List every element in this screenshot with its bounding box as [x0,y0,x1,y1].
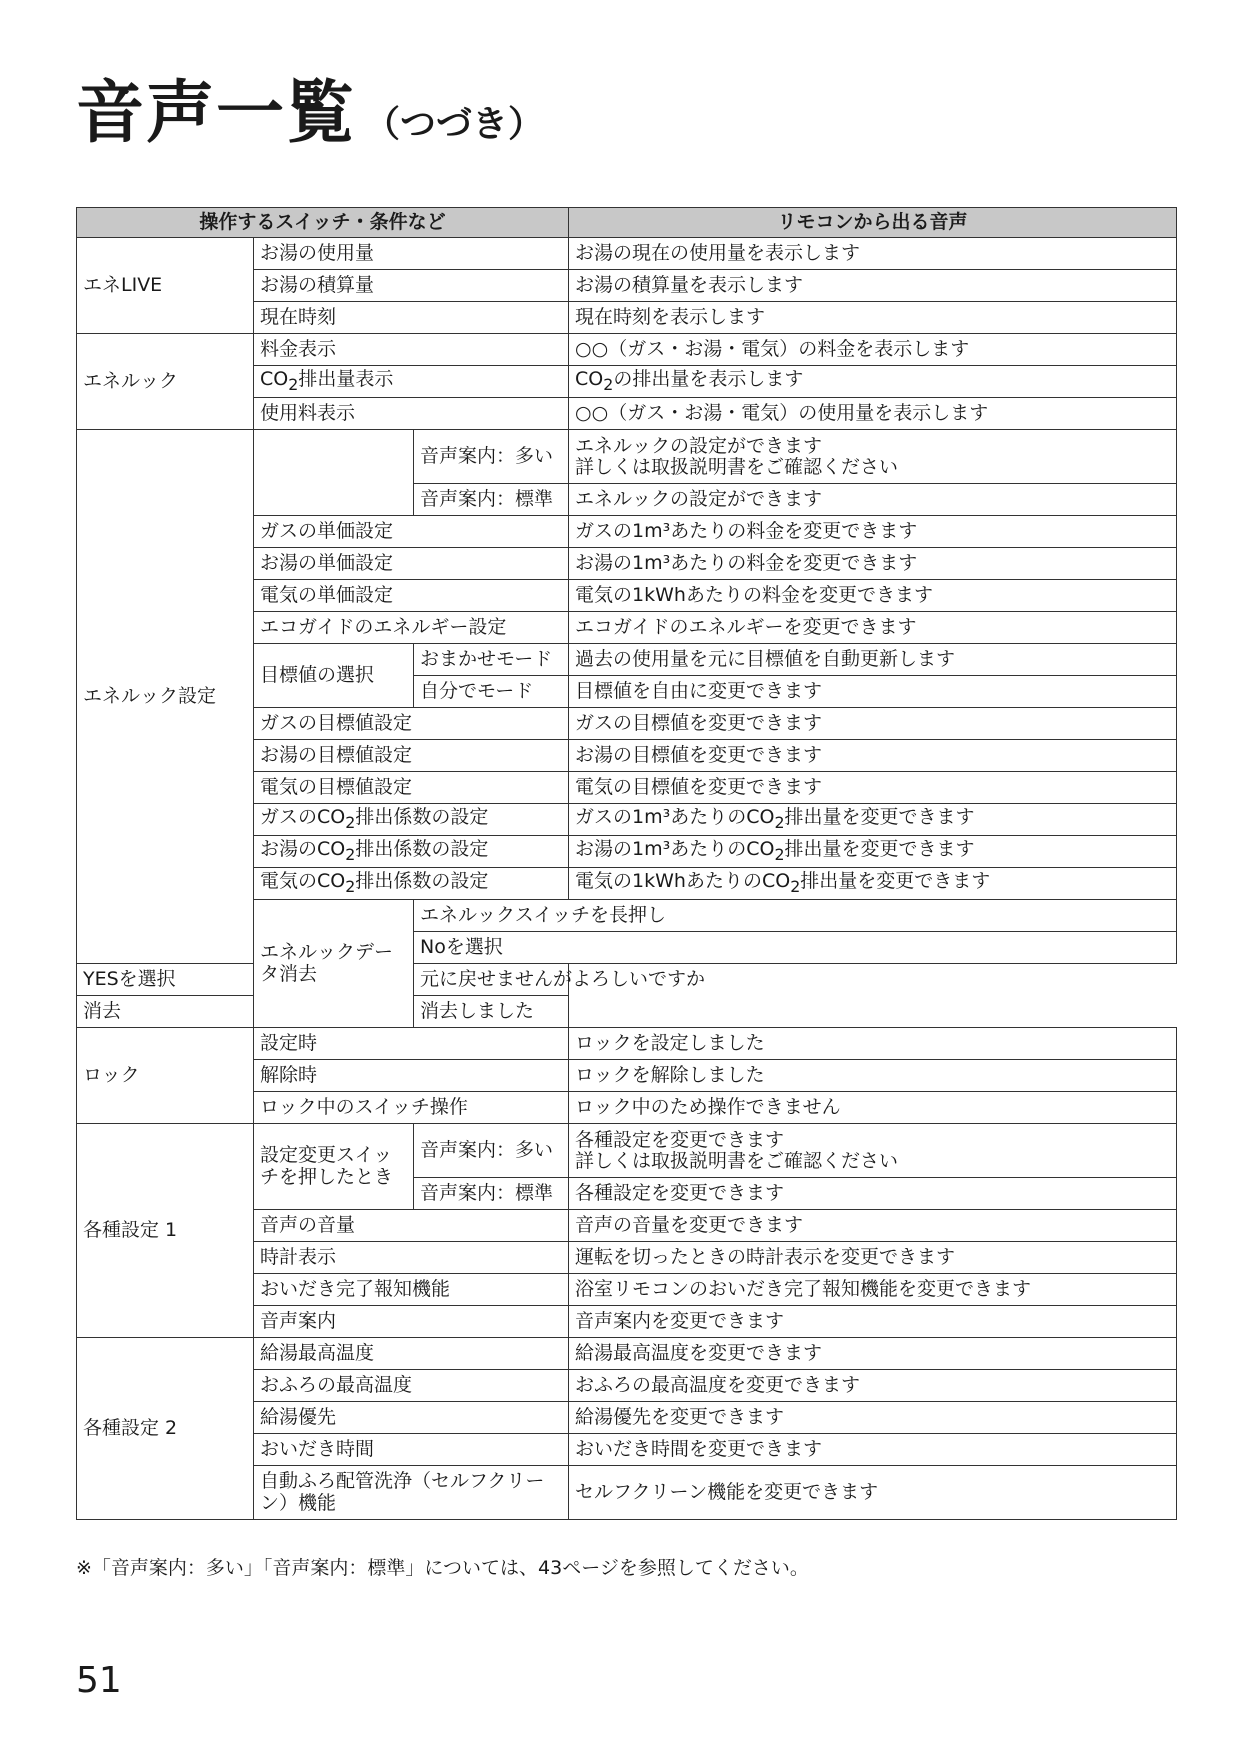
voice-line: 各種設定を変更できます [575,1128,785,1151]
switch-cell: 音声の音量 [254,1210,569,1242]
group-ene-look-data-delete: エネルックデータ消去 [254,900,414,1028]
voice-cell: 音声の音量を変更できます [569,1210,1177,1242]
voice-cell [569,804,1177,836]
co2-prefix: CO [260,368,289,391]
co2-prefix: 電気のCO [260,870,346,893]
condition-cell: 音声案内：標準 [414,484,569,516]
voice-cell: お湯の積算量を表示します [569,270,1177,302]
voice-cell: ○○（ガス・お湯・電気）の料金を表示します [569,334,1177,366]
co2-prefix: 電気の1kWhあたりのCO [575,870,791,893]
switch-cell: 解除時 [254,1060,569,1092]
voice-cell: 運転を切ったときの時計表示を変更できます [569,1242,1177,1274]
voice-cell: ガスの目標値を変更できます [569,708,1177,740]
co2-prefix: ガスのCO [260,806,346,829]
voice-line: エネルックの設定ができます [575,434,823,457]
voice-cell [569,430,1177,484]
switch-cell: おいだき完了報知機能 [254,1274,569,1306]
table-row [77,1028,1177,1060]
page-title [76,74,545,153]
switch-cell: おいだき時間 [254,1434,569,1466]
co2-suffix: 排出係数の設定 [355,806,489,829]
co2-subscript: 2 [288,375,299,395]
voice-cell: ロックを解除しました [569,1060,1177,1092]
group-ene-look-settings: エネルック設定 [77,430,254,964]
voice-cell: 音声案内を変更できます [569,1306,1177,1338]
voice-cell: 各種設定を変更できます [569,1178,1177,1210]
switch-cell: お湯の使用量 [254,238,569,270]
condition-cell: 音声案内：標準 [414,1178,569,1210]
switch-cell: ロック中のスイッチ操作 [254,1092,569,1124]
voice-cell [569,1124,1177,1178]
co2-prefix: お湯の1m³あたりのCO [575,838,775,861]
title-suffix: （つづき） [364,104,545,145]
empty-switch-cell [254,430,414,516]
voice-list-table [76,207,1177,1520]
setting-change-switch-cell: 設定変更スイッチを押したとき [254,1124,414,1210]
switch-cell: 給湯優先 [254,1402,569,1434]
footnote: ※「音声案内：多い」「音声案内：標準」については、43ページを参照してください。 [76,1557,809,1579]
voice-cell: エネルックの設定ができます [569,484,1177,516]
voice-cell: 現在時刻を表示します [569,302,1177,334]
switch-cell: Noを選択 [414,932,1177,964]
co2-subscript: 2 [774,845,785,865]
switch-cell: 使用料表示 [254,398,569,430]
voice-cell: セルフクリーン機能を変更できます [569,1466,1177,1520]
voice-cell: ロック中のため操作できません [569,1092,1177,1124]
table-header-row [77,208,1177,238]
switch-cell: お湯の単価設定 [254,548,569,580]
condition-cell: 音声案内：多い [414,430,569,484]
switch-cell: 設定時 [254,1028,569,1060]
switch-cell: ガスの目標値設定 [254,708,569,740]
condition-cell: おまかせモード [414,644,569,676]
co2-suffix: 排出量を変更できます [800,870,991,893]
switch-cell: 音声案内 [254,1306,569,1338]
target-select-cell: 目標値の選択 [254,644,414,708]
switch-cell: 時計表示 [254,1242,569,1274]
co2-suffix: 排出量を変更できます [784,838,975,861]
voice-cell: おふろの最高温度を変更できます [569,1370,1177,1402]
header-voice: リモコンから出る音声 [569,208,1177,238]
group-lock: ロック [77,1028,254,1124]
switch-cell: ガスの単価設定 [254,516,569,548]
table-row [77,996,1177,1028]
co2-subscript: 2 [345,845,356,865]
voice-cell: ロックを設定しました [569,1028,1177,1060]
switch-cell: 給湯最高温度 [254,1338,569,1370]
switch-cell: 電気の単価設定 [254,580,569,612]
co2-subscript: 2 [603,375,614,395]
group-ene-live: エネLIVE [77,238,254,334]
voice-cell: 給湯最高温度を変更できます [569,1338,1177,1370]
table-row [77,430,1177,484]
switch-cell: お湯の積算量 [254,270,569,302]
switch-cell: おふろの最高温度 [254,1370,569,1402]
switch-cell: YESを選択 [77,964,414,996]
table-row [77,334,1177,366]
voice-cell: 元に戻せませんがよろしいですか [414,964,569,996]
switch-cell [254,804,569,836]
voice-cell: 過去の使用量を元に目標値を自動更新します [569,644,1177,676]
switch-cell: 自動ふろ配管洗浄（セルフクリーン）機能 [254,1466,569,1520]
co2-suffix: 排出量表示 [298,368,394,391]
co2-subscript: 2 [790,877,801,897]
group-settings-1: 各種設定 1 [77,1124,254,1338]
switch-cell: お湯の目標値設定 [254,740,569,772]
co2-prefix: お湯のCO [260,838,346,861]
switch-cell: エコガイドのエネルギー設定 [254,612,569,644]
voice-cell: おいだき時間を変更できます [569,1434,1177,1466]
co2-suffix: 排出量を変更できます [784,806,975,829]
voice-cell: お湯の現在の使用量を表示します [569,238,1177,270]
voice-cell: 消去しました [414,996,569,1028]
co2-subscript: 2 [345,877,356,897]
voice-cell: 給湯優先を変更できます [569,1402,1177,1434]
switch-cell: 消去 [77,996,414,1028]
voice-cell: お湯の目標値を変更できます [569,740,1177,772]
voice-line: 詳しくは取扱説明書をご確認ください [575,455,899,478]
voice-cell: 電気の1kWhあたりの料金を変更できます [569,580,1177,612]
voice-cell [569,868,1177,900]
switch-cell [254,366,569,398]
co2-suffix: 排出係数の設定 [355,838,489,861]
page-number: 51 [76,1660,122,1701]
voice-cell: お湯の1m³あたりの料金を変更できます [569,548,1177,580]
condition-cell: 自分でモード [414,676,569,708]
voice-cell: ○○（ガス・お湯・電気）の使用量を表示します [569,398,1177,430]
group-ene-look: エネルック [77,334,254,430]
table-row [77,1338,1177,1370]
title-main: 音声一覧 [76,74,357,153]
voice-cell [569,366,1177,398]
voice-cell [569,836,1177,868]
voice-cell: 目標値を自由に変更できます [569,676,1177,708]
table-row [77,238,1177,270]
voice-cell: エコガイドのエネルギーを変更できます [569,612,1177,644]
co2-suffix: の排出量を表示します [613,368,804,391]
group-settings-2: 各種設定 2 [77,1338,254,1520]
header-switch: 操作するスイッチ・条件など [77,208,569,238]
switch-cell: エネルックスイッチを長押し [414,900,1177,932]
table-row [77,964,1177,996]
voice-cell: 電気の目標値を変更できます [569,772,1177,804]
switch-cell: 電気の目標値設定 [254,772,569,804]
switch-cell [254,836,569,868]
co2-prefix: CO [575,368,604,391]
condition-cell: 音声案内：多い [414,1124,569,1178]
voice-cell: ガスの1m³あたりの料金を変更できます [569,516,1177,548]
table-row [77,1124,1177,1178]
co2-subscript: 2 [774,813,785,833]
co2-suffix: 排出係数の設定 [355,870,489,893]
voice-line: 詳しくは取扱説明書をご確認ください [575,1149,899,1172]
voice-cell: 浴室リモコンのおいだき完了報知機能を変更できます [569,1274,1177,1306]
co2-prefix: ガスの1m³あたりのCO [575,806,775,829]
switch-cell: 料金表示 [254,334,569,366]
co2-subscript: 2 [345,813,356,833]
switch-cell: 現在時刻 [254,302,569,334]
switch-cell [254,868,569,900]
